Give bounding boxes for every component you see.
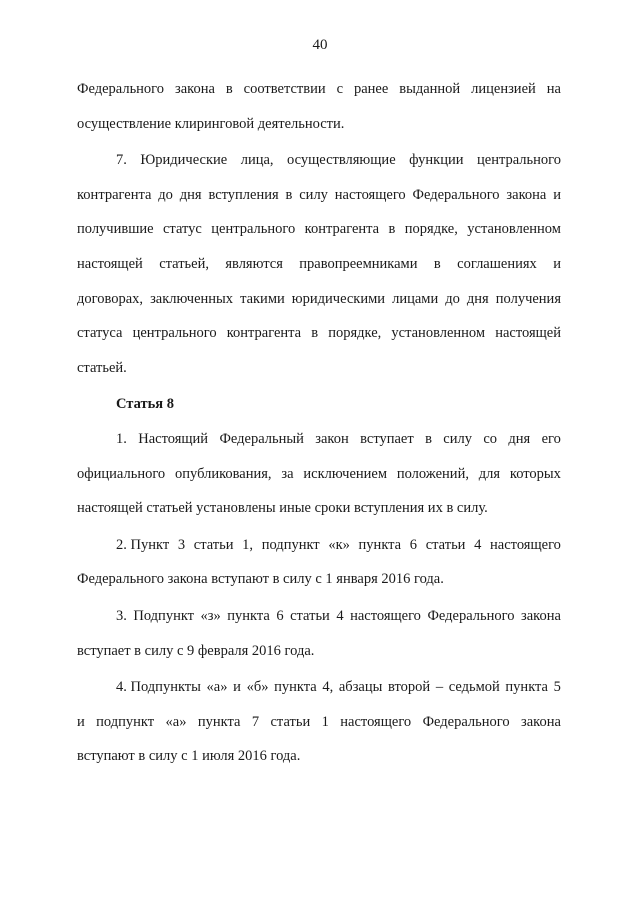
- word: статьи: [193, 536, 234, 553]
- paragraph: [77, 670, 561, 774]
- word: и: [553, 186, 561, 203]
- word: статьи: [270, 713, 311, 730]
- word: настоящего: [334, 186, 406, 203]
- word: ранее: [353, 81, 389, 97]
- word: осуществляющие: [287, 152, 396, 169]
- paragraph: [77, 422, 561, 526]
- word: пункта: [274, 679, 317, 696]
- word: функции: [409, 152, 464, 169]
- word: Федеральный: [219, 430, 304, 447]
- word: его: [541, 430, 561, 447]
- word: установленном: [467, 221, 561, 238]
- word: закона: [506, 186, 547, 203]
- word: 7.: [116, 152, 127, 169]
- word: до: [445, 290, 460, 307]
- word: которых: [509, 465, 561, 482]
- word: контрагента: [304, 221, 380, 238]
- word: настоящего: [350, 607, 421, 624]
- word: юридическими: [291, 290, 386, 307]
- word: со: [483, 430, 498, 447]
- word: седьмой: [448, 679, 500, 696]
- page-number: 40: [312, 37, 328, 53]
- word: статьи: [425, 536, 466, 553]
- word: «а»: [206, 679, 228, 696]
- text-line: [77, 705, 561, 740]
- word: в: [225, 81, 233, 97]
- word: статьей,: [159, 255, 209, 272]
- word: закона: [521, 713, 561, 730]
- word: контрагента: [226, 325, 302, 342]
- article-heading: Статья 8: [116, 396, 174, 413]
- word: 4: [474, 536, 482, 553]
- text-line: [77, 316, 561, 351]
- paragraph: [77, 528, 561, 597]
- word: статьи: [290, 607, 330, 624]
- word: пункта: [227, 607, 270, 624]
- word: 1: [321, 713, 329, 730]
- word: лицензией: [471, 81, 536, 97]
- word: в: [425, 430, 432, 447]
- word: закона: [520, 607, 561, 624]
- word: опубликования,: [175, 465, 272, 482]
- text-line: [77, 212, 561, 247]
- word: настоящей: [495, 325, 561, 342]
- word: 3.: [116, 607, 127, 624]
- word: абзацы: [338, 679, 383, 696]
- word: в: [433, 255, 441, 272]
- word: 4: [336, 607, 344, 624]
- word: закон: [315, 430, 349, 447]
- word: –: [435, 679, 444, 696]
- word: силу: [443, 430, 472, 447]
- word: получившие: [77, 221, 154, 238]
- word: договорах,: [77, 290, 144, 307]
- paragraph: [77, 72, 561, 141]
- word: и: [233, 679, 241, 696]
- word: настоящего: [340, 713, 412, 730]
- text-line: [77, 247, 561, 282]
- word: контрагента: [77, 186, 152, 203]
- text-line: [77, 422, 561, 457]
- word: до: [158, 186, 173, 203]
- word: настоящей: [77, 255, 143, 272]
- text-line: вступают в силу с 1 июля 2016 года.: [77, 748, 301, 765]
- word: закона: [174, 81, 215, 97]
- word: «б»: [246, 679, 269, 696]
- word: силу: [299, 186, 328, 203]
- word: 4. Подпункты: [116, 679, 201, 696]
- paragraph: [77, 143, 561, 385]
- word: статус: [163, 221, 202, 238]
- word: подпункт: [261, 536, 320, 553]
- word: пункта: [505, 679, 548, 696]
- word: заключенных: [150, 290, 234, 307]
- word: в: [388, 221, 396, 238]
- word: 4,: [322, 679, 334, 696]
- word: Юридические: [140, 152, 228, 169]
- word: Федерального: [77, 81, 165, 97]
- word: вступления: [208, 186, 279, 203]
- text-line: статьей.: [77, 359, 127, 376]
- word: с: [336, 81, 343, 97]
- word: центрального: [211, 221, 296, 238]
- word: «а»: [165, 713, 187, 730]
- document-body: [77, 72, 561, 776]
- text-line: [77, 72, 561, 107]
- word: вступает: [360, 430, 414, 447]
- word: и: [77, 713, 85, 730]
- word: «з»: [200, 607, 221, 624]
- word: Федерального: [412, 186, 500, 203]
- text-line: [77, 670, 561, 705]
- word: официального: [77, 465, 166, 482]
- word: Настоящий: [138, 430, 209, 447]
- word: подпункт: [96, 713, 155, 730]
- text-line: осуществление клиринговой деятельности.: [77, 115, 345, 132]
- word: порядке,: [328, 325, 382, 342]
- word: на: [546, 81, 561, 97]
- word: порядке,: [404, 221, 458, 238]
- word: 1.: [116, 430, 127, 447]
- text-line: [77, 528, 561, 563]
- word: центрального: [132, 325, 217, 342]
- word: пункта: [197, 713, 241, 730]
- word: соответствии: [243, 81, 326, 97]
- word: статуса: [77, 325, 123, 342]
- word: правопреемниками: [299, 255, 418, 272]
- paragraph: [77, 599, 561, 668]
- text-line: [77, 599, 561, 634]
- word: в: [285, 186, 293, 203]
- text-line: [77, 282, 561, 317]
- word: за: [281, 465, 294, 482]
- word: 1,: [242, 536, 254, 553]
- word: и: [553, 255, 561, 272]
- word: в: [311, 325, 319, 342]
- word: 6: [409, 536, 418, 553]
- word: второй: [388, 679, 431, 696]
- word: Федерального: [427, 607, 515, 624]
- word: дня: [508, 430, 531, 447]
- word: получения: [495, 290, 561, 307]
- text-line: [77, 178, 561, 213]
- word: являются: [225, 255, 283, 272]
- word: Подпункт: [133, 607, 195, 624]
- word: соглашениях: [457, 255, 537, 272]
- word: установленном: [391, 325, 486, 342]
- text-line: вступает в силу с 9 февраля 2016 года.: [77, 642, 315, 659]
- word: лицами: [392, 290, 439, 307]
- word: 6: [276, 607, 284, 624]
- word: центрального: [477, 152, 561, 169]
- word: лица,: [240, 152, 274, 169]
- word: 2. Пункт: [116, 536, 170, 553]
- word: «к»: [328, 536, 350, 553]
- word: 7: [251, 713, 260, 730]
- text-line: [77, 457, 561, 492]
- text-line: Федерального закона вступают в силу с 1 января 2016 года.: [77, 571, 444, 588]
- word: дня: [179, 186, 202, 203]
- word: настоящего: [490, 536, 561, 553]
- word: выданной: [399, 81, 461, 97]
- word: 3: [177, 536, 186, 553]
- word: положений,: [396, 465, 469, 482]
- word: исключением: [303, 465, 388, 482]
- word: Федерального: [422, 713, 510, 730]
- word: дня: [466, 290, 489, 307]
- word: для: [478, 465, 501, 482]
- word: такими: [240, 290, 285, 307]
- word: пункта: [358, 536, 402, 553]
- text-line: настоящей статьей установлены иные сроки вступления их в силу.: [77, 500, 488, 517]
- word: 5: [553, 679, 561, 696]
- text-line: [77, 143, 561, 178]
